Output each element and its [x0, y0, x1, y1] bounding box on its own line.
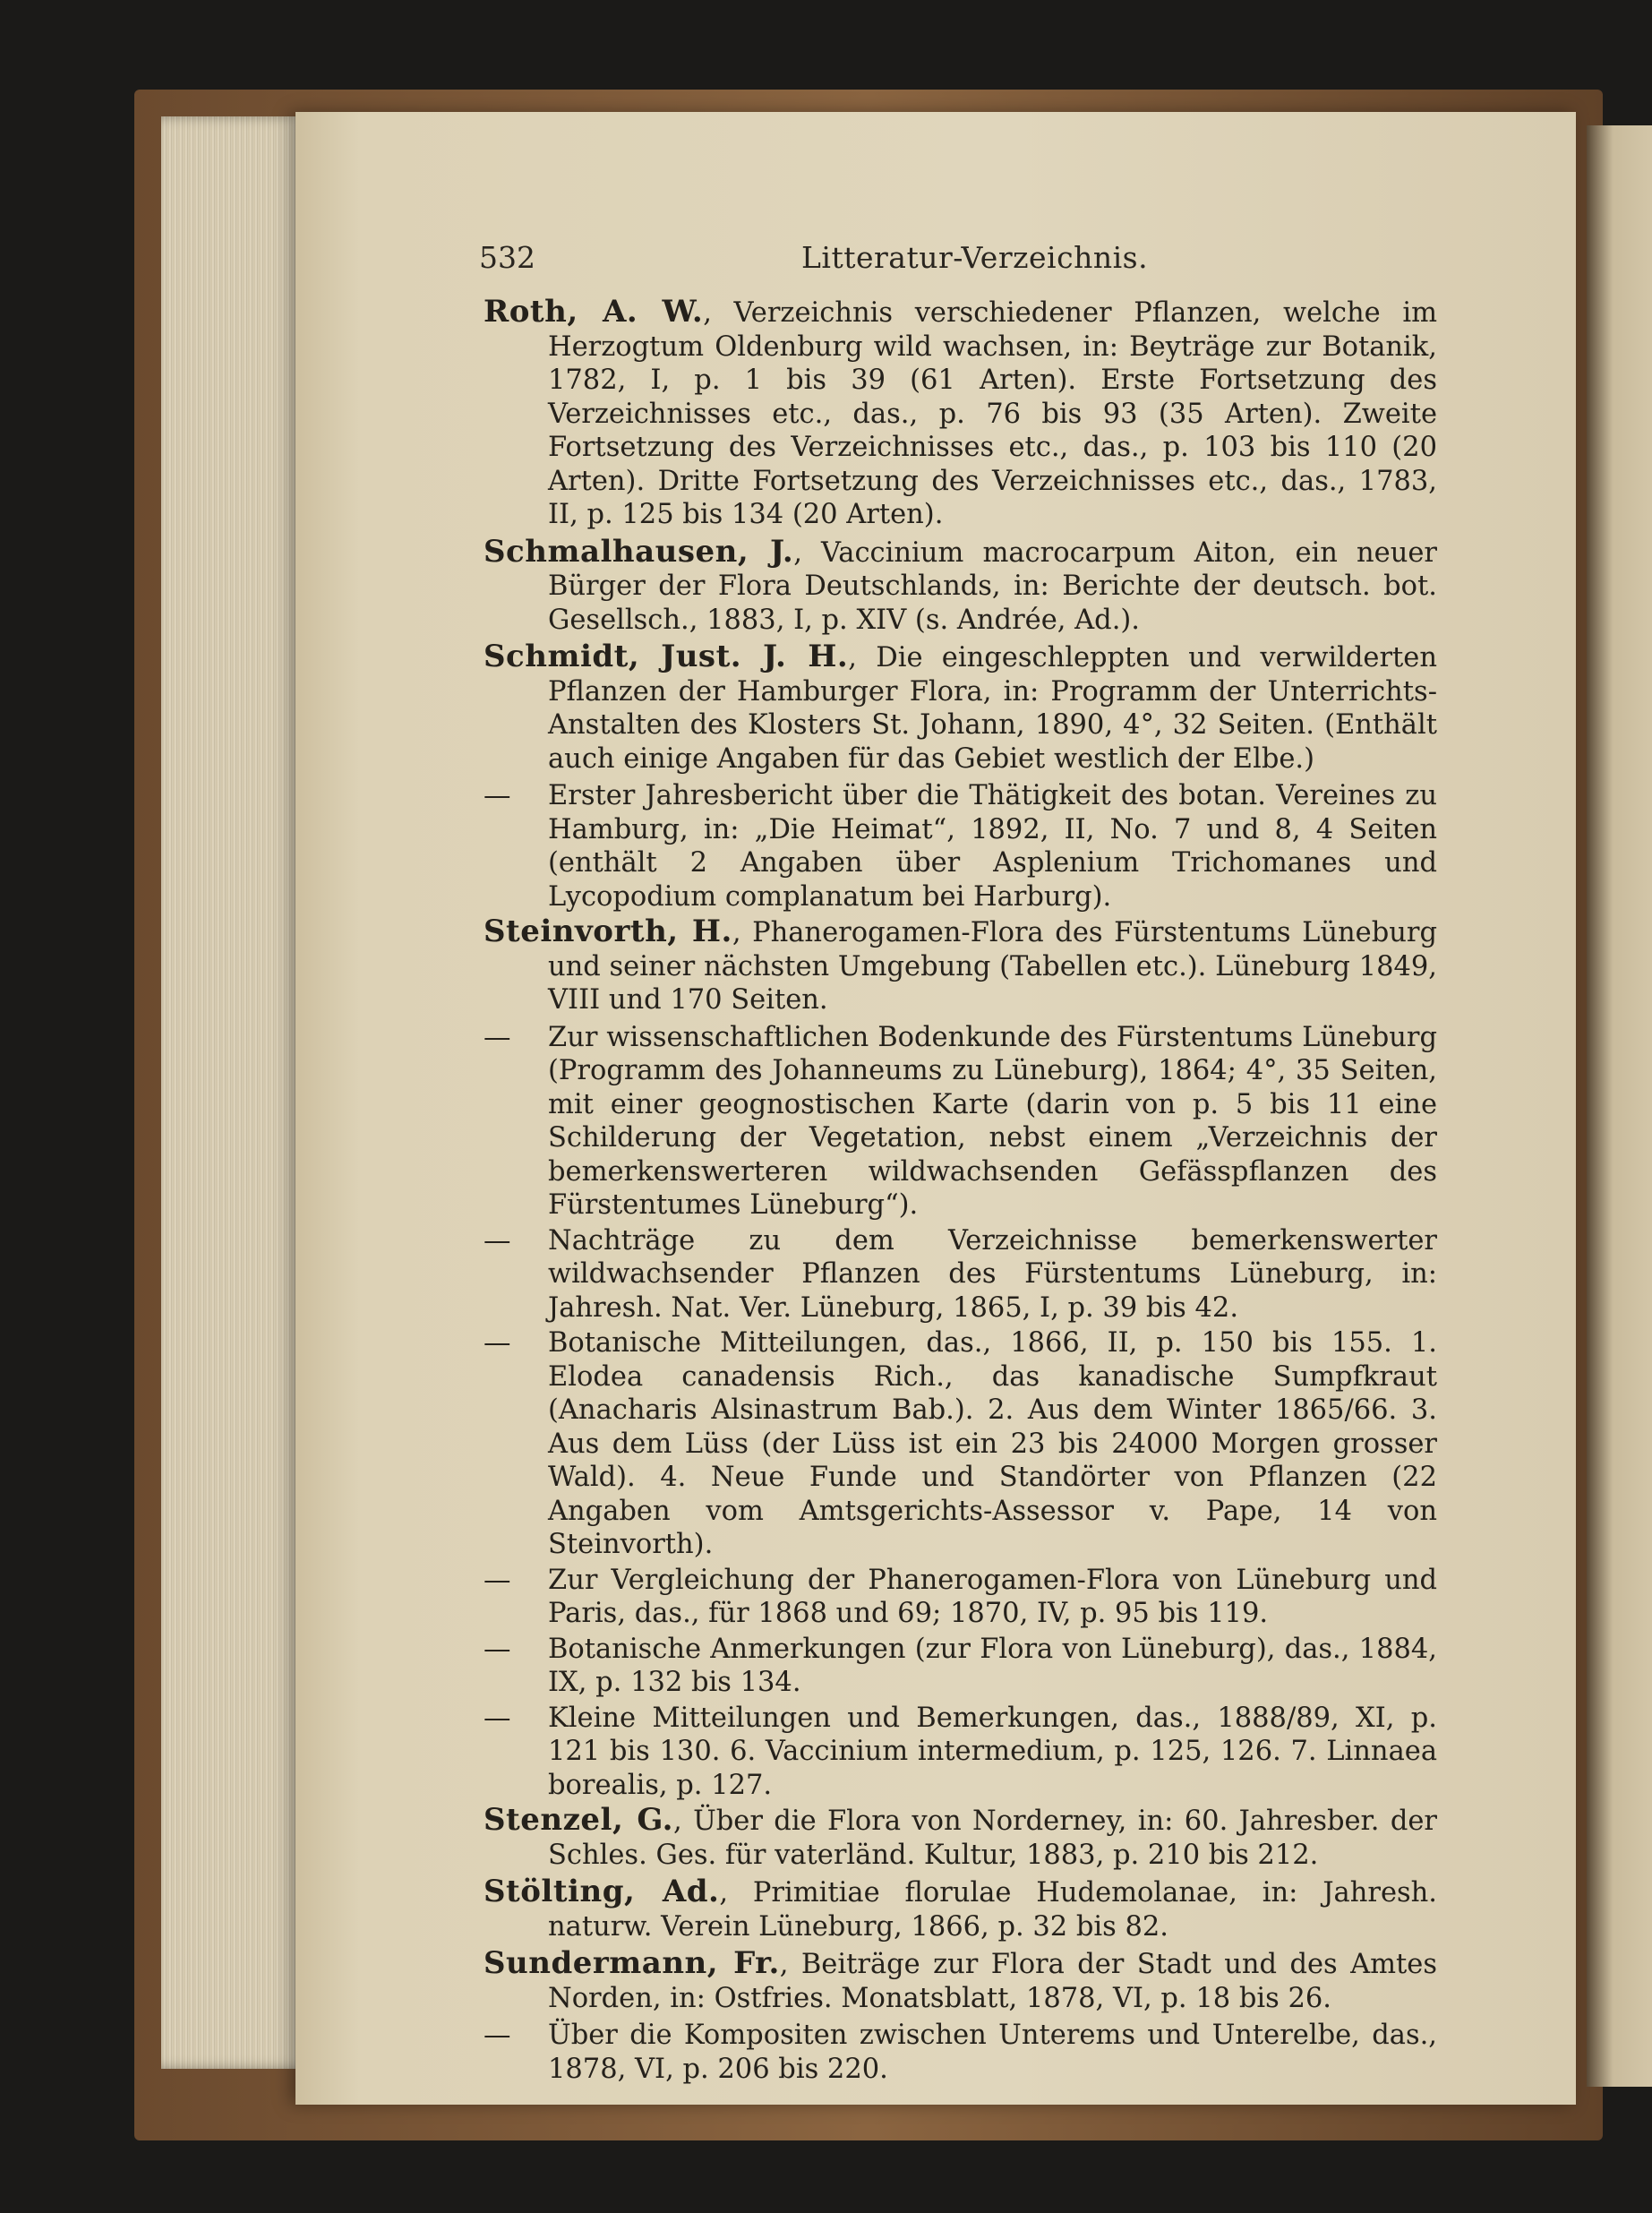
- entry-sub-text: Botanische Mitteilungen, das., 1866, II, p. 150 bis 155. 1. Elodea canadensis Rich., das kanadische Sumpfkraut (Anacharis Alsinastrum Bab.). 2. Aus dem Winter 1865/66. 3. Aus dem Lüss (der Lüss ist ein 23 bis 24000 Morgen grosser Wald). 4. Neue Funde und Standörter von Pflanzen (22 Angaben vom Amtsgerichts-Assessor v. Pape, 14 von Steinvorth).: [548, 1327, 1437, 1560]
- ditto-dash: —: [484, 2020, 511, 2051]
- entry-sub-text: Über die Kompositen zwischen Unterems und Unterelbe, das., 1878, VI, p. 206 bis 220.: [548, 2020, 1437, 2085]
- entry-text: Verzeichnis verschiedener Pflanzen, welche im Herzogtum Oldenburg wild wachsen, in: Beyträge zur Botanik, 1782, I, p. 1 bis 39 (61 Arten). Erste Fortsetzung des Verzeichnisses etc., das., p. 76 bis 93 (35 Arten). Zweite Fortsetzung des Verzeichnisses etc., das., p. 103 bis 110 (20 Arten). Dritte Fortsetzung des Verzeichnisses etc., das., 1783, II, p. 125 bis 134 (20 Arten).: [548, 297, 1438, 530]
- ditto-dash: —: [484, 780, 511, 811]
- entry-sub: [484, 1021, 1437, 1222]
- entry-text: Über die Flora von Norderney, in: 60. Jahresber. der Schles. Ges. für vaterländ. Kultur, 1883, p. 210 bis 212.: [548, 1806, 1438, 1871]
- entry-stenzel: Stenzel, G., Über die Flora von Norderney, in: 60. Jahresber. der Schles. Ges. für vaterländ. Kultur, 1883, p. 210 bis 212.: [484, 1802, 1438, 1871]
- entry-text: Primitiae florulae Hudemolanae, in: Jahresh. naturw. Verein Lüneburg, 1866, p. 32 bis 82.: [548, 1877, 1437, 1943]
- ditto-dash: —: [484, 1327, 511, 1359]
- entry-author: Stölting, Ad.: [484, 1874, 720, 1909]
- entry-roth: Roth, A. W., Verzeichnis verschiedener Pflanzen, welche im Herzogtum Oldenburg wild wachsen, in: Beyträge zur Botanik, 1782, I, p. 1 bis 39 (61 Arten). Erste Fortsetzung des Verzeichnisses etc., das., p. 76 bis 93 (35 Arten). Zweite Fortsetzung des Verzeichnisses etc., das., p. 103 bis 110 (20 Arten). Dritte Fortsetzung des Verzeichnisses etc., das., 1783, II, p. 125 bis 134 (20 Arten).: [484, 294, 1438, 530]
- entry-sub-text: Nachträge zu dem Verzeichnisse bemerkenswerter wildwachsender Pflanzen des Fürstentums Lüneburg, in: Jahresh. Nat. Ver. Lüneburg, 1865, I, p. 39 bis 42.: [548, 1224, 1437, 1324]
- ditto-dash: —: [484, 1021, 511, 1053]
- ditto-dash: —: [484, 1702, 511, 1734]
- page-number: 532: [479, 240, 535, 275]
- page-header: [479, 240, 1464, 285]
- entry-stoelting: Stölting, Ad., Primitiae florulae Hudemolanae, in: Jahresh. naturw. Verein Lüneburg, 1866, p. 32 bis 82.: [484, 1874, 1437, 1943]
- entry-author: Steinvorth, H.: [484, 914, 732, 949]
- entry-sub: [484, 1702, 1437, 1803]
- entry-text: Beiträge zur Flora der Stadt und des Amtes Norden, in: Ostfries. Monatsblatt, 1878, VI, p. 18 bis 26.: [548, 1949, 1437, 2014]
- page-edges: [161, 116, 309, 2069]
- entry-text: Die eingeschleppten und verwilderten Pflanzen der Hamburger Flora, in: Programm der Unterrichts-Anstalten des Klosters St. Johann, 1890, 4°, 32 Seiten. (Enthält auch einige Angaben für das Gebiet westlich der Elbe.): [548, 642, 1438, 775]
- entry-schmidt: Schmidt, Just. J. H., Die eingeschleppten und verwilderten Pflanzen der Hamburger Flora, in: Programm der Unterrichts-Anstalten des Klosters St. Johann, 1890, 4°, 32 Seiten. (Enthält auch einige Angaben für das Gebiet westlich der Elbe.): [484, 639, 1438, 775]
- entry-sub: [484, 1564, 1437, 1631]
- ditto-dash: —: [484, 1564, 511, 1596]
- entry-author: Stenzel, G.: [484, 1802, 673, 1838]
- entry-schmalhausen: Schmalhausen, J., Vaccinium macrocarpum Aiton, ein neuer Bürger der Flora Deutschlands, in: Berichte der deutsch. bot. Gesellsch., 1883, I, p. XIV (s. Andrée, Ad.).: [484, 533, 1437, 636]
- entry-sub-text: Erster Jahresbericht über die Thätigkeit des botan. Vereines zu Hamburg, in: „Die Heimat“, 1892, II, No. 7 und 8, 4 Seiten (enthält 2 Angaben über Asplenium Trichomanes und Lycopodium complanatum bei Harburg).: [548, 780, 1437, 913]
- entry-sub: [484, 779, 1437, 914]
- entry-sub-text: Zur wissenschaftlichen Bodenkunde des Fürstentums Lüneburg (Programm des Johanneums zu Lüneburg), 1864; 4°, 35 Seiten, mit einer geognostischen Karte (darin von p. 5 bis 11 eine Schilderung der Vegetation, nebst einem „Verzeichnis der bemerkenswerteren wildwachsenden Gefässpflanzen des Fürstentumes Lüneburg“).: [548, 1021, 1437, 1221]
- running-title: Litteratur-Verzeichnis.: [801, 240, 1149, 275]
- entry-author: Schmalhausen, J.: [484, 533, 794, 570]
- entry-sub: [484, 1224, 1437, 1325]
- entry-sub-text: Botanische Anmerkungen (zur Flora von Lüneburg), das., 1884, IX, p. 132 bis 134.: [548, 1633, 1437, 1698]
- entry-sub-text: Zur Vergleichung der Phanerogamen-Flora von Lüneburg und Paris, das., für 1868 und 69; 1870, IV, p. 95 bis 119.: [548, 1564, 1437, 1629]
- ditto-dash: —: [484, 1633, 511, 1665]
- entry-sub-text: Kleine Mitteilungen und Bemerkungen, das., 1888/89, XI, p. 121 bis 130. 6. Vaccinium intermedium, p. 125, 126. 7. Linnaea borealis, p. 127.: [548, 1702, 1437, 1801]
- entry-steinvorth: Steinvorth, H., Phanerogamen-Flora des Fürstentums Lüneburg und seiner nächsten Umgebung (Tabellen etc.). Lüneburg 1849, VIII und 170 Seiten.: [484, 914, 1437, 1016]
- entry-text: Phanerogamen-Flora des Fürstentums Lüneburg und seiner nächsten Umgebung (Tabellen etc.). Lüneburg 1849, VIII und 170 Seiten.: [548, 917, 1437, 1016]
- entry-author: Roth, A. W.: [484, 294, 704, 330]
- entry-sub: [484, 2019, 1437, 2086]
- entry-sub: [484, 1326, 1437, 1562]
- entry-text: Vaccinium macrocarpum Aiton, ein neuer Bürger der Flora Deutschlands, in: Berichte der deutsch. bot. Gesellsch., 1883, I, p. XIV (s. Andrée, Ad.).: [548, 536, 1437, 636]
- entry-sub: [484, 1633, 1437, 1700]
- facing-page: [1587, 125, 1652, 2087]
- ditto-dash: —: [484, 1224, 511, 1257]
- bibliography: [484, 296, 1437, 2088]
- entry-sundermann: Sundermann, Fr., Beiträge zur Flora der Stadt und des Amtes Norden, in: Ostfries. Monatsblatt, 1878, VI, p. 18 bis 26.: [484, 1945, 1437, 2014]
- entry-author: Schmidt, Just. J. H.: [484, 639, 849, 674]
- entry-author: Sundermann, Fr.: [484, 1945, 780, 1981]
